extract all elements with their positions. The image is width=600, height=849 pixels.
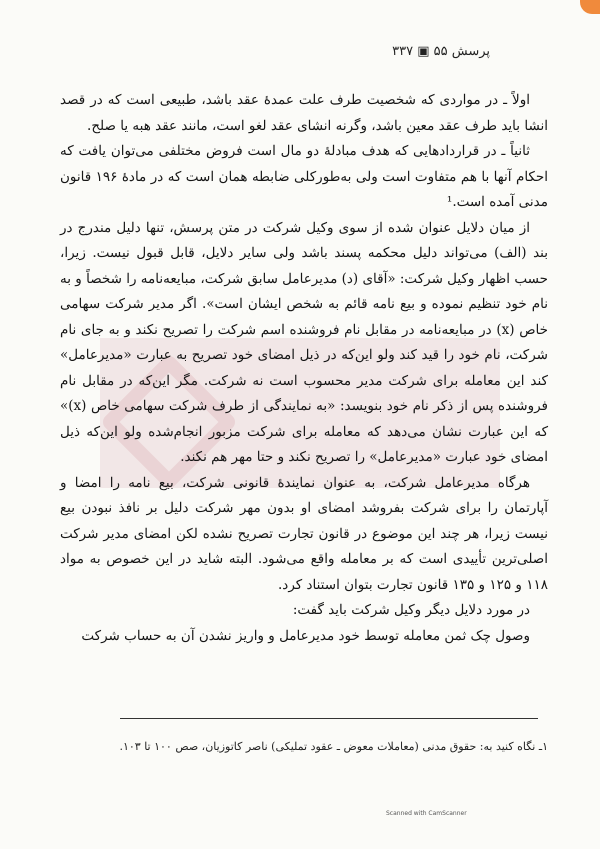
body-text [60, 88, 548, 649]
paragraph: ثانیاً ـ در قراردادهایی که هدف مبادلهٔ دو مال است فروض مختلفی می‌توان یافت که احکام آنها با هم متفاوت است ولی به‌طورکلی ضابطه همان است که در مادهٔ ۱۹۶ قانون مدنی آمده است.¹ [60, 143, 548, 210]
running-header: پرسش ۵۵ ▣ ۳۳۷ [392, 44, 490, 59]
paragraph: در مورد دلایل دیگر وکیل شرکت باید گفت: [292, 602, 530, 618]
footnote-divider [120, 718, 538, 719]
footnote: ۱ـ نگاه کنید به: حقوق مدنی (معاملات معوض ـ عقود تملیکی) ناصر کاتوزیان، صص ۱۰۰ تا ۱۰۳. [119, 740, 548, 753]
paragraph: اولاً ـ در مواردی که شخصیت طرف علت عمدهٔ عقد باشد، طبیعی است که در قصد انشا باید طرف عقد معین باشد، وگرنه انشای عقد لغو است، مانند عقد هبه یا صلح. [60, 92, 548, 134]
paragraph: هرگاه مدیرعامل شرکت، به عنوان نمایندهٔ قانونی شرکت، بیع نامه را امضا و آپارتمان را برای شرکت بفروشد امضای او بدون مهر شرکت دلیل بر نافذ نبودن بیع نیست زیرا، هر چند این موضوع در قانون تجارت تصریح نشده لکن امضای مدیر شرکت اصلی‌ترین تأییدی است که بر معامله واقع می‌شود. البته شاید در این خصوص به مواد ۱۱۸ و ۱۲۵ و ۱۳۵ قانون تجارت بتوان استناد کرد. [60, 474, 548, 593]
scanner-watermark: Scanned with CamScanner [386, 810, 467, 817]
corner-tab [580, 0, 600, 14]
paragraph: از میان دلایل عنوان شده از سوی وکیل شرکت در متن پرسش، تنها دلیل مندرج در بند (الف) می‌تواند دلیل محکمه پسند باشد ولی سایر دلایل، قابل قبول نیست. زیرا، حسب اظهار وکیل شرکت: «آقای (د) مدیرعامل سابق شرکت، مبایعه‌نامه را شخصاً و به نام خود تنظیم نموده و بیع نامه قائم به شخص ایشان است». اگر مدیر شرکت سهامی خاص (x) در مبایعه‌نامه در مقابل نام فروشنده اسم شرکت را تصریح نکند و به جای نام شرکت، نام خود را قید کند ولو این‌که در ذیل امضای خود تصریح به عبارت «مدیرعامل» کند این معامله برای شرکت مدیر محسوب است نه شرکت. مگر این‌که در مقابل نام فروشنده پس از ذکر نام خود بنویسد: «به نمایندگی از طرف شرکت سهامی خاص (x)» که این عبارت نشان می‌دهد که معامله برای شرکت مزبور انجام‌شده ولو این‌که ذیل امضای خود عبارت «مدیرعامل» را تصریح نکند و حتا مهر هم نکند. [60, 219, 548, 465]
paragraph: وصول چک ثمن معامله توسط خود مدیرعامل و واریز نشدن آن به حساب شرکت [81, 627, 530, 644]
